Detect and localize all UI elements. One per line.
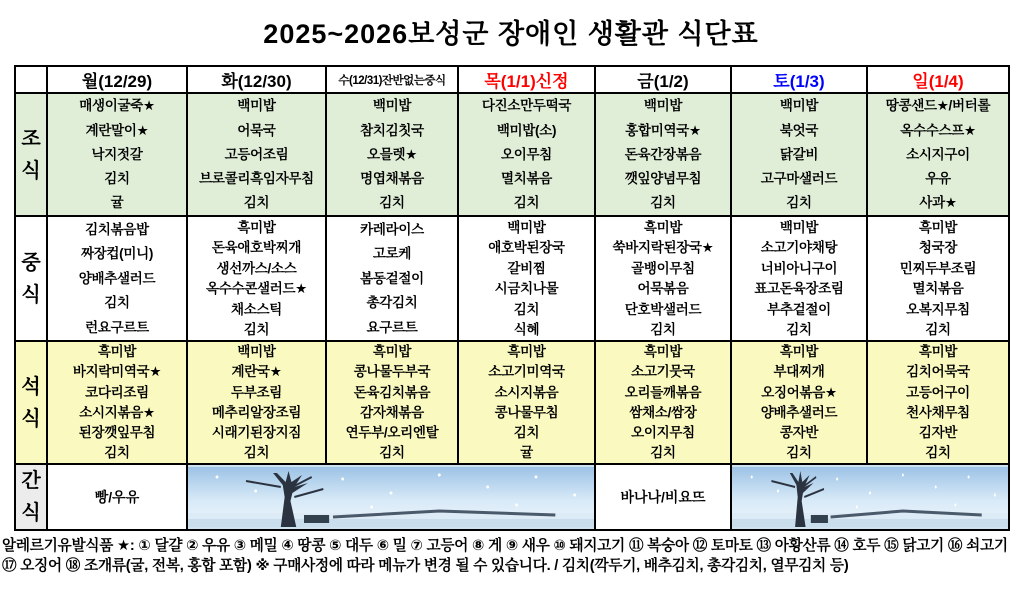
menu-item: 멸치볶음 bbox=[912, 281, 964, 296]
menu-cell bbox=[458, 93, 595, 216]
menu-item: 채소스틱 bbox=[231, 301, 282, 317]
menu-item: 시금치나물 bbox=[494, 281, 559, 296]
menu-item: 김치 bbox=[513, 195, 540, 211]
menu-item: 카레라이스 bbox=[360, 221, 424, 237]
menu-item: 쌈채소/쌈장 bbox=[629, 404, 697, 420]
menu-item: 봄동겉절이 bbox=[360, 270, 424, 286]
menu-item: 흑미밥 bbox=[507, 344, 546, 360]
menu-cell bbox=[595, 93, 731, 216]
menu-item: 깻잎양념무침 bbox=[624, 170, 702, 186]
menu-cell bbox=[731, 216, 867, 341]
menu-item: 골뱅이무침 bbox=[631, 260, 695, 276]
menu-item: 콩나물무침 bbox=[494, 404, 559, 420]
menu-item: 김치 bbox=[243, 195, 270, 211]
menu-item: 감자채볶음 bbox=[360, 404, 424, 420]
menu-item: 돈육김치볶음 bbox=[353, 384, 431, 400]
menu-item: 쑥바지락된장국★ bbox=[612, 240, 714, 255]
menu-item: 바지락미역국★ bbox=[72, 364, 162, 380]
menu-item: 소고기미역국 bbox=[488, 364, 565, 380]
menu-item: 흑미밥 bbox=[372, 344, 412, 360]
menu-item: 오이무침 bbox=[501, 146, 552, 162]
menu-cell bbox=[731, 93, 867, 216]
menu-item: 총각김치 bbox=[366, 295, 418, 311]
menu-item: 백미밥(소) bbox=[496, 122, 557, 138]
menu-item: 흑미밥 bbox=[918, 219, 958, 235]
menu-item: 고등어구이 bbox=[906, 384, 970, 400]
menu-item: 오복지무침 bbox=[906, 301, 970, 317]
menu-item: 돈육간장볶음 bbox=[624, 146, 702, 162]
menu-item: 귤 bbox=[110, 195, 124, 211]
menu-cell bbox=[326, 216, 458, 341]
menu-item: 김치 bbox=[104, 170, 130, 186]
menu-item: 김치볶음밥 bbox=[85, 221, 149, 237]
snack-cell: 바나나/비요뜨 bbox=[595, 464, 731, 530]
menu-item: 흑미밥 bbox=[779, 344, 819, 360]
menu-item: 땅콩샌드★/버터롤 bbox=[885, 98, 991, 114]
menu-item: 김치 bbox=[104, 445, 130, 461]
menu-cell bbox=[187, 216, 326, 341]
menu-item: 참치김칫국 bbox=[360, 122, 424, 138]
menu-item: 김치 bbox=[379, 195, 405, 211]
menu-item: 낙지젓갈 bbox=[91, 146, 143, 162]
menu-item: 애호박된장국 bbox=[488, 240, 565, 255]
menu-item: 오믈렛★ bbox=[366, 146, 418, 162]
menu-item: 양배추샐러드 bbox=[760, 404, 838, 420]
menu-item: 백미밥 bbox=[779, 98, 819, 114]
meal-plan-table bbox=[14, 65, 1010, 531]
meal-row-snack bbox=[15, 464, 1009, 530]
menu-item: 우유 bbox=[925, 170, 951, 186]
menu-item: 된장깻잎무침 bbox=[78, 424, 156, 440]
menu-cell bbox=[458, 341, 595, 464]
menu-item: 부대찌개 bbox=[773, 364, 825, 380]
menu-item: 다진소만두떡국 bbox=[481, 98, 572, 114]
menu-item: 북엇국 bbox=[779, 122, 819, 138]
menu-item: 옥수수스프★ bbox=[900, 122, 976, 138]
menu-item: 흑미밥 bbox=[643, 219, 683, 235]
menu-item: 백미밥 bbox=[372, 98, 412, 114]
header-row bbox=[15, 66, 1009, 93]
allergy-note: 알레르기유발식품 ★: ① 달걀 ② 우유 ③ 메밀 ④ 땅콩 ⑤ 대두 ⑥ 밀 ⑦ 고등어 ⑧ 게 ⑨ 새우 ⑩ 돼지고기 ⑪ 복숭아 ⑫ 토마토 ⑬ 아황산류 ⑭ 호두 ⑮ 닭고기 ⑯ 쇠고기 ⑰ 오징어 ⑱ 조개류(굴, 전복, 홍합 포함) ※ 구매사정에 따라 메뉴가 변경 될 수 있습니다. / 김치(깍두기, 배추김치, 총각김치, 열무김치 등) bbox=[2, 538, 1008, 575]
menu-item: 옥수수콘샐러드★ bbox=[206, 281, 307, 296]
meal-row-dinner bbox=[15, 341, 1009, 464]
menu-item: 소시지구이 bbox=[906, 146, 970, 162]
menu-item: 귤 bbox=[520, 445, 533, 461]
menu-item: 김치 bbox=[650, 322, 676, 337]
menu-item: 백미밥 bbox=[643, 98, 683, 114]
menu-item: 너비아니구이 bbox=[760, 260, 838, 276]
day-header-3: 수(12/31)잔반없는중식 bbox=[326, 66, 458, 93]
menu-item: 계란말이★ bbox=[85, 122, 149, 138]
menu-item: 어묵국 bbox=[237, 122, 276, 138]
menu-item: 콩자반 bbox=[779, 424, 819, 440]
menu-item: 흑미밥 bbox=[237, 219, 276, 235]
menu-item: 김치 bbox=[786, 195, 812, 211]
menu-item: 매생이굴죽★ bbox=[79, 98, 155, 114]
menu-item: 흑미밥 bbox=[97, 344, 137, 360]
menu-item: 계란국★ bbox=[231, 364, 282, 380]
menu-item: 김치 bbox=[379, 445, 405, 461]
menu-item: 홍합미역국★ bbox=[625, 122, 701, 138]
menu-item: 소시지볶음 bbox=[494, 384, 559, 400]
menu-item: 소시지볶음★ bbox=[79, 404, 155, 420]
menu-item: 생선까스/소스 bbox=[216, 260, 297, 276]
menu-item: 흑미밥 bbox=[643, 344, 683, 360]
snack-cell: 빵/우유 bbox=[47, 464, 187, 530]
menu-item: 백미밥 bbox=[237, 98, 276, 114]
menu-item: 백미밥 bbox=[507, 219, 546, 235]
menu-item: 천사채무침 bbox=[906, 404, 970, 420]
menu-item: 시래기된장지짐 bbox=[211, 424, 302, 440]
menu-item: 요구르트 bbox=[366, 319, 418, 335]
menu-item: 김치 bbox=[650, 445, 676, 461]
menu-item: 소고기야채탕 bbox=[760, 240, 838, 255]
menu-item: 고등어조림 bbox=[224, 146, 289, 162]
menu-cell bbox=[326, 93, 458, 216]
menu-item: 김자반 bbox=[918, 424, 958, 440]
menu-item: 소고기뭇국 bbox=[631, 364, 695, 380]
menu-cell bbox=[187, 341, 326, 464]
menu-item: 돈육애호박찌개 bbox=[211, 240, 302, 255]
menu-cell bbox=[47, 93, 187, 216]
menu-item: 백미밥 bbox=[237, 344, 276, 360]
menu-item: 김치 bbox=[786, 445, 812, 461]
meal-row-lunch bbox=[15, 216, 1009, 341]
menu-item: 오징어볶음★ bbox=[761, 384, 837, 400]
menu-cell bbox=[326, 341, 458, 464]
menu-cell bbox=[867, 93, 1009, 216]
menu-cell bbox=[458, 216, 595, 341]
menu-item: 코다리조림 bbox=[85, 384, 149, 400]
menu-item: 양배추샐러드 bbox=[78, 270, 156, 286]
menu-item: 오리들깨볶음 bbox=[624, 384, 702, 400]
menu-item: 김치 bbox=[786, 322, 812, 337]
menu-item: 백미밥 bbox=[779, 219, 819, 235]
menu-item: 표고돈육장조림 bbox=[754, 281, 844, 296]
day-header-6: 토(1/3) bbox=[731, 66, 867, 93]
menu-item: 김치 bbox=[243, 445, 270, 461]
menu-item: 김치 bbox=[513, 424, 540, 440]
page-title: 2025~2026보성군 장애인 생활관 식단표 bbox=[263, 19, 759, 49]
menu-item: 식혜 bbox=[513, 322, 540, 337]
row-label-lunch: 중 식 bbox=[15, 216, 47, 341]
menu-cell bbox=[187, 93, 326, 216]
menu-item: 흑미밥 bbox=[918, 344, 958, 360]
menu-item: 어묵볶음 bbox=[637, 281, 689, 296]
menu-item: 콩나물두부국 bbox=[353, 364, 431, 380]
menu-item: 김치어묵국 bbox=[906, 364, 970, 380]
menu-item: 김치 bbox=[925, 322, 951, 337]
menu-cell bbox=[47, 216, 187, 341]
meal-row-breakfast bbox=[15, 93, 1009, 216]
day-header-4: 목(1/1)신정 bbox=[458, 66, 595, 93]
menu-cell bbox=[595, 216, 731, 341]
day-header-5: 금(1/2) bbox=[595, 66, 731, 93]
winter-photo bbox=[188, 467, 594, 527]
menu-item: 갈비찜 bbox=[507, 260, 546, 276]
menu-item: 김치 bbox=[650, 195, 676, 211]
winter-photo bbox=[732, 467, 1008, 527]
menu-item: 민찌두부조림 bbox=[899, 260, 977, 276]
row-label-snack: 간 식 bbox=[15, 464, 47, 530]
row-label-dinner: 석 식 bbox=[15, 341, 47, 464]
menu-item: 브로콜리흑임자무침 bbox=[199, 170, 314, 186]
menu-cell bbox=[867, 341, 1009, 464]
menu-item: 김치 bbox=[243, 322, 270, 337]
menu-item: 사과★ bbox=[919, 195, 957, 211]
menu-item: 멸치볶음 bbox=[501, 170, 552, 186]
menu-item: 부추겉절이 bbox=[767, 301, 831, 317]
menu-item: 청국장 bbox=[918, 240, 958, 255]
day-header-1: 월(12/29) bbox=[47, 66, 187, 93]
menu-item: 오이지무침 bbox=[631, 424, 695, 440]
menu-cell bbox=[47, 341, 187, 464]
row-label-breakfast: 조 식 bbox=[15, 93, 47, 216]
day-header-2: 화(12/30) bbox=[187, 66, 326, 93]
menu-cell bbox=[731, 341, 867, 464]
menu-item: 김치 bbox=[104, 295, 130, 311]
menu-cell bbox=[595, 341, 731, 464]
day-header-7: 일(1/4) bbox=[867, 66, 1009, 93]
menu-item: 연두부/오리엔탈 bbox=[345, 424, 439, 440]
menu-item: 김치 bbox=[513, 301, 540, 317]
winter-photo bbox=[187, 464, 595, 530]
menu-item: 고로케 bbox=[372, 246, 412, 262]
menu-item: 김치 bbox=[925, 445, 951, 461]
menu-item: 짜장컵(미니) bbox=[80, 246, 154, 262]
menu-item: 단호박샐러드 bbox=[624, 301, 702, 317]
menu-cell bbox=[867, 216, 1009, 341]
menu-item: 런요구르트 bbox=[85, 319, 149, 335]
menu-item: 고구마샐러드 bbox=[760, 170, 838, 186]
menu-item: 명엽채볶음 bbox=[360, 170, 424, 186]
menu-item: 닭갈비 bbox=[779, 146, 819, 162]
winter-photo bbox=[731, 464, 1009, 530]
menu-item: 메추리알장조림 bbox=[211, 404, 302, 420]
menu-item: 두부조림 bbox=[231, 384, 282, 400]
corner-cell bbox=[15, 66, 47, 93]
